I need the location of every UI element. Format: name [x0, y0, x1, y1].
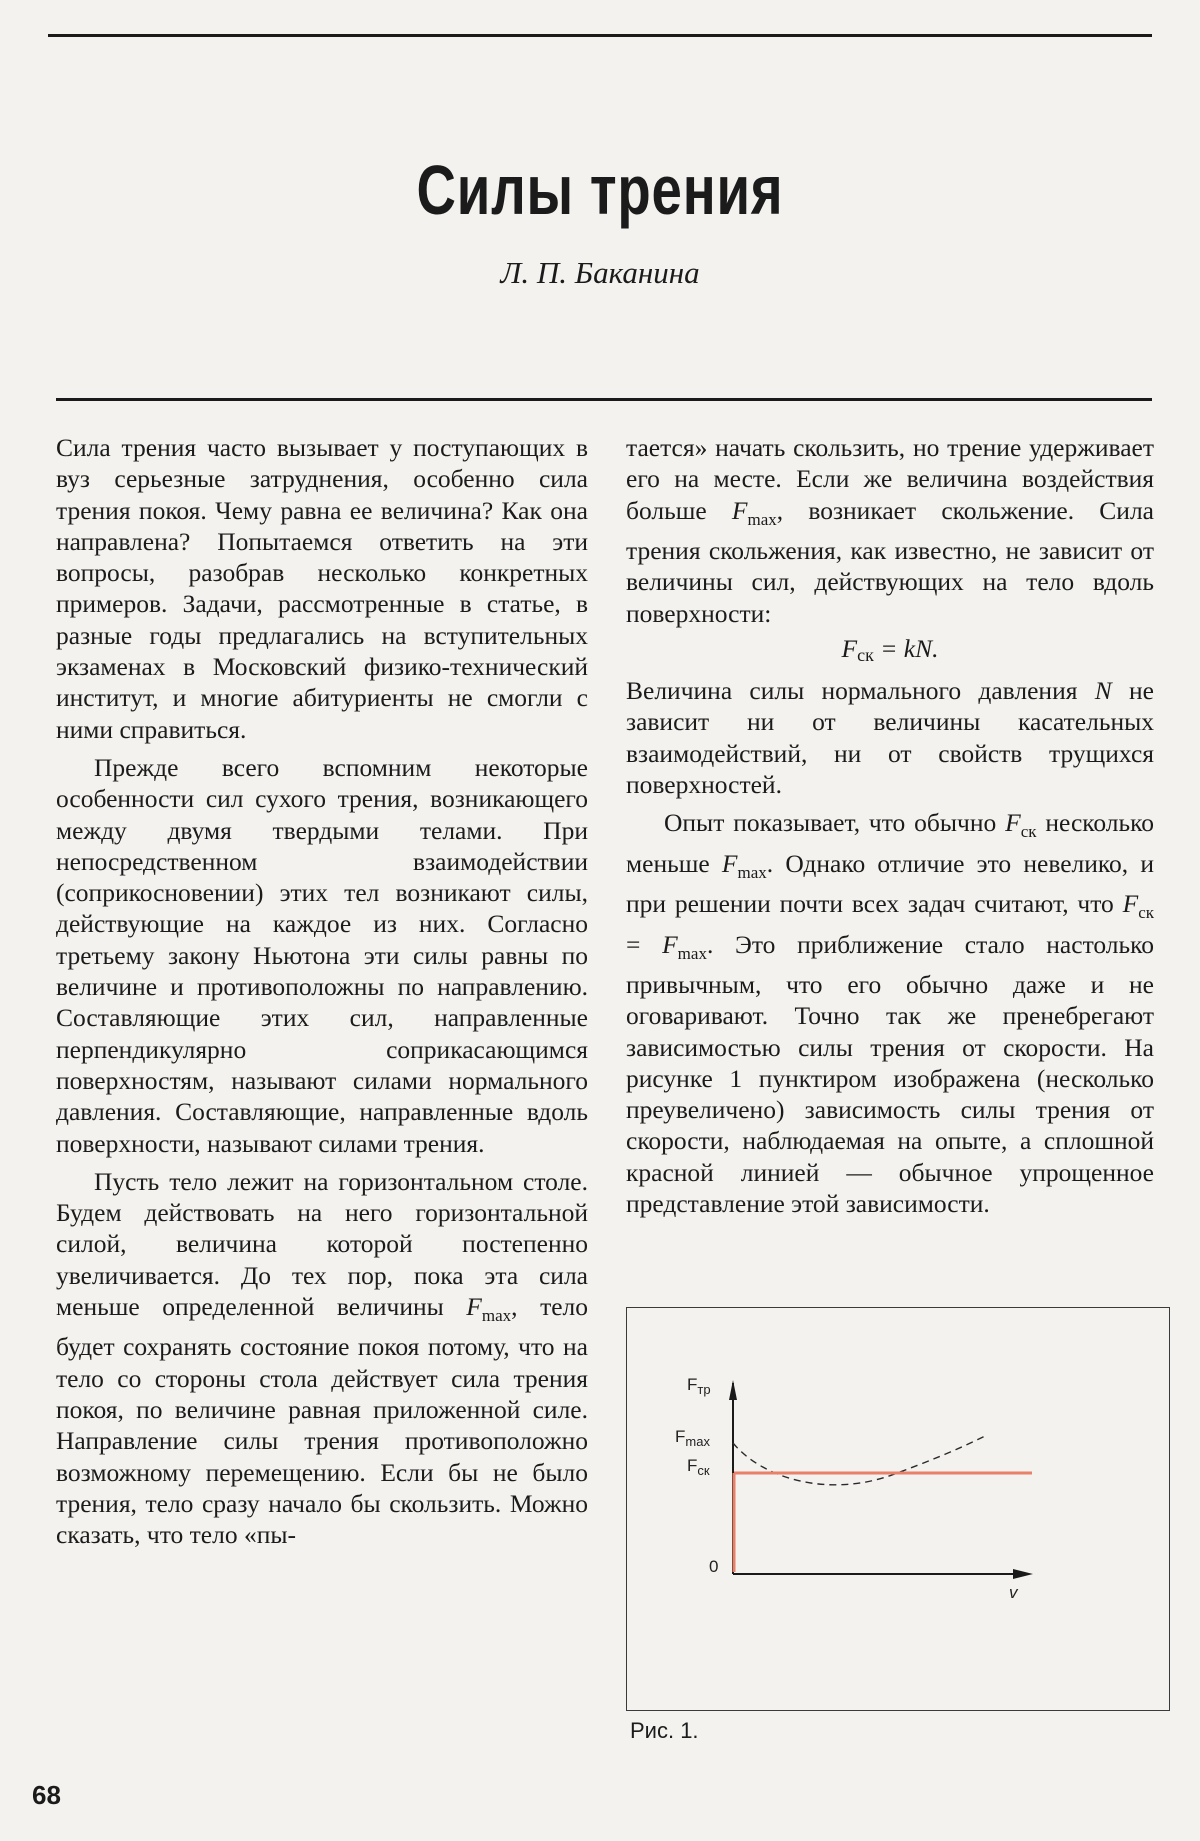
y-axis-arrow-icon — [729, 1380, 737, 1400]
y-axis-label: $F_{тр}$ — [687, 1375, 711, 1397]
fsk-label: $F_{ск}$ — [687, 1456, 710, 1478]
formula-friction: $F_{ск}$ = kN. — [841, 633, 939, 665]
x-axis-label: v — [1009, 1583, 1018, 1602]
figure-caption: Рис. 1. — [630, 1718, 699, 1743]
paragraph-5: Величина силы нормального давления N не зависит ни от величины касательных взаимодействий, ни от свойств трущихся поверхностей. — [626, 676, 1154, 800]
figure-1 — [626, 1307, 1170, 1711]
top-rule — [48, 34, 1152, 37]
dashed-friction-curve — [733, 1436, 985, 1485]
x-axis-arrow-icon — [1013, 1569, 1033, 1579]
fmax-label: $F_{max}$ — [675, 1427, 710, 1449]
article-author: Л. П. Баканина — [500, 255, 700, 290]
paragraph-2: Прежде всего вспомним некоторые особенности сил сухого трения, возникающего между двумя твердыми телами. При непосредственном взаимодействии (соприкосновении) этих тел возникают силы, действующие на каждое из них. Согласно третьему закону Ньютона эти силы равны по величине и противоположны по направлению. Составляющие этих сил, направленные перпендикулярно соприкасающимся поверхностям, называют силами нормального давления. Составляющие, направленные вдоль поверхности, называют силами трения. — [56, 752, 588, 1158]
left-column — [56, 432, 588, 1550]
paragraph-4: тается» начать скользить, но трение удерживает его на месте. Если же величина воздействия больше $F_{max}$, возникает скольжение. Сила трения скольжения, как известно, не зависит от величины сил, действующих на тело вдоль поверхности: — [626, 433, 1154, 628]
article-title: Силы трения — [416, 151, 784, 229]
paragraph-1: Сила трения часто вызывает у поступающих в вуз серьезные затруднения, особенно сила трения покоя. Чему равна ее величина? Как она направлена? Попытаемся ответить на эти вопросы, разобрав несколько конкретных примеров. Задачи, рассмотренные в статье, в разные годы предлагались на вступительных экзаменах в Московский физико-технический институт, и многие абитуриенты не смогли с ними справиться. — [56, 433, 588, 744]
right-column — [626, 432, 1154, 1219]
header-rule — [56, 398, 1152, 401]
paragraph-6: Опыт показывает, что обычно $F_{ск}$ несколько меньше $F_{max}$. Однако отличие это невелико, и при решении почти всех задач считают, что $F_{ск} = F_{max}$. Это приближение стало настолько привычным, что его обычно даже и не оговаривают. Точно так же пренебрегают зависимостью силы трения от скорости. На рисунке 1 пунктиром изображена (несколько преувеличено) зависимость силы трения от скорости, наблюдаемая на опыте, а сплошной красной линией — обычное упрощенное представление этой зависимости. — [626, 808, 1155, 1218]
origin-label: 0 — [709, 1557, 719, 1576]
page-number: 68 — [32, 1780, 61, 1810]
paragraph-3: Пусть тело лежит на горизонтальном столе. Будем действовать на него горизонтальной силой, величина которой постепенно увеличивается. До тех пор, пока эта сила меньше определенной величины $F_{max}$, тело будет сохранять состояние покоя потому, что на тело со стороны стола действует сила трения покоя, по величине равная приложенной силе. Направление силы трения противоположно возможному перемещению. Если бы не было трения, тело сразу начало бы скользить. Можно сказать, что тело «пы- — [56, 1166, 589, 1550]
friction-graph — [627, 1308, 1171, 1712]
